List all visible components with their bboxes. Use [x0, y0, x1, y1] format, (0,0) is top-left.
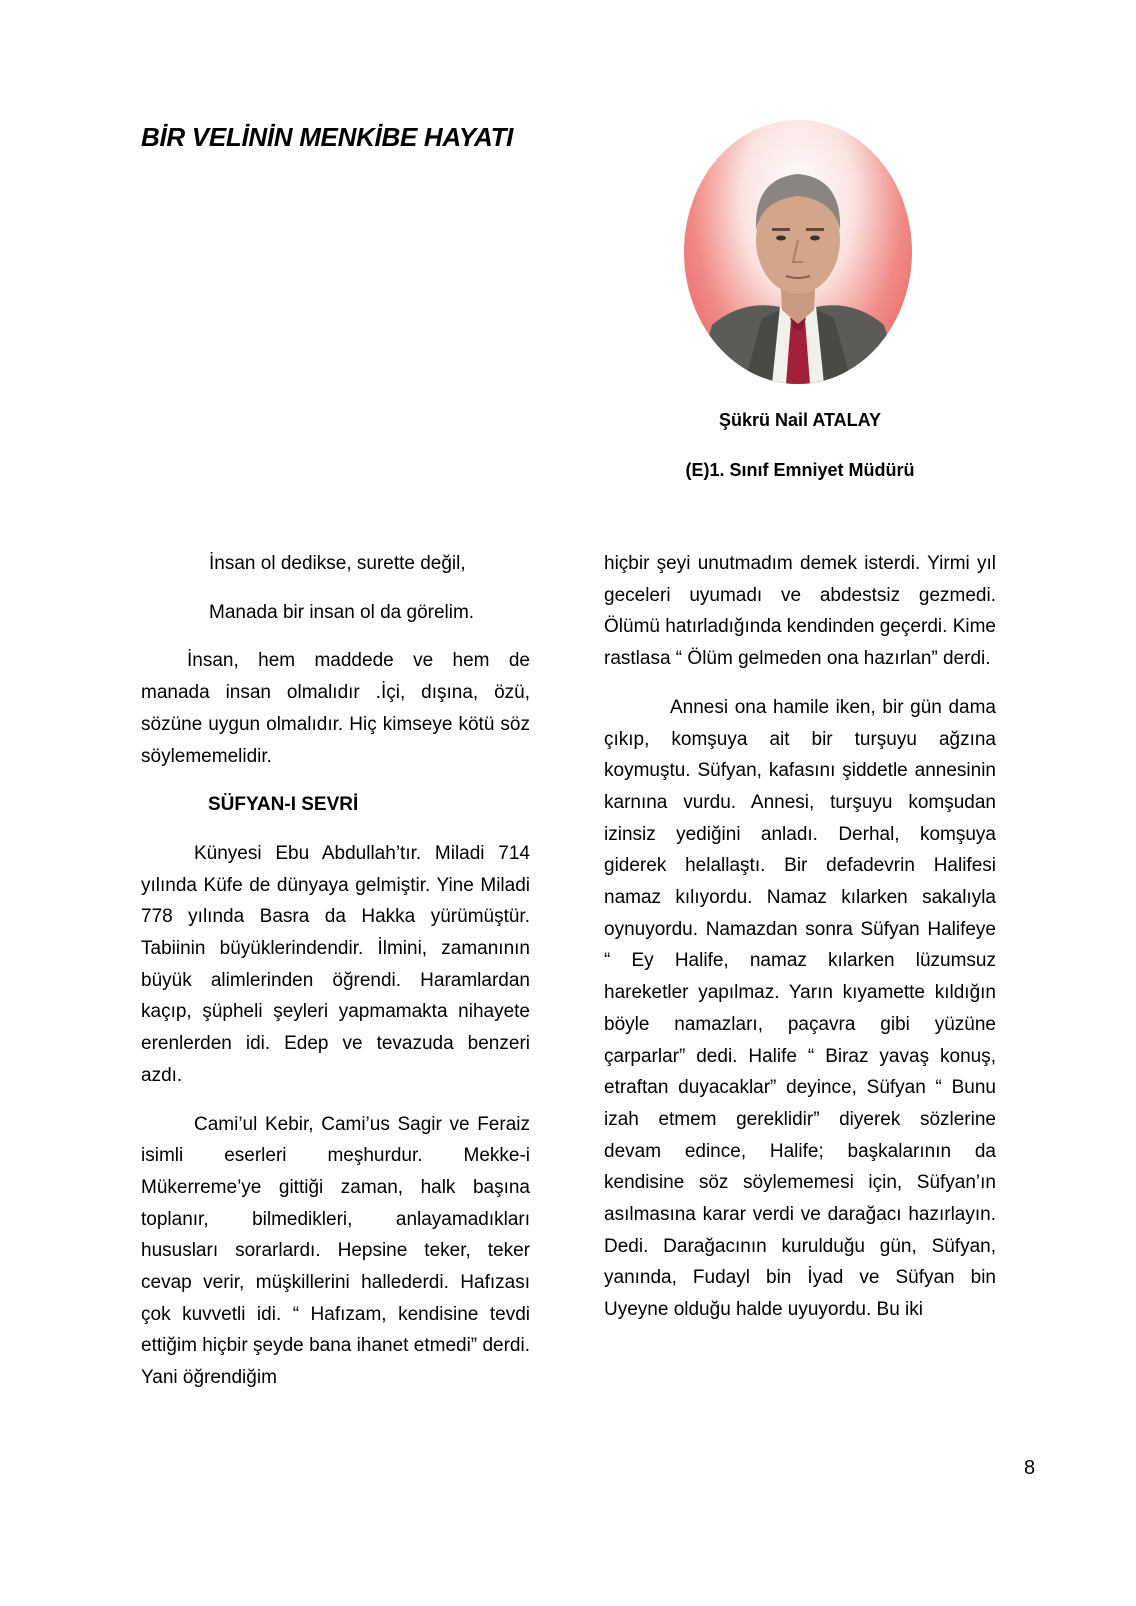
paragraph: Cami’ul Kebir, Cami’us Sagir ve Feraiz isimli eserleri meşhurdur. Mekke-i Mükerreme’ye gittiği zaman, halk başına toplanır, bilmedikleri, anlayamadıkları hususları sorarlardı. Hepsine teker, teker cevap verir, müşkillerini hallederdi. Hafızası çok kuvvetli idi. “ Hafızam, kendisine tevdi ettiğim hiçbir şeyde bana ihanet etmedi” derdi. Yani öğrendiğim — [141, 1113, 530, 1389]
paragraph: İnsan, hem maddede ve hem de manada insan olmalıdır .İçi, dışına, özü, sözüne uygun olmalıdır. Hiç kimseye kötü söz söylememelidir. — [141, 650, 530, 767]
left-column — [141, 548, 530, 1394]
paragraph: hiçbir şeyi unutmadım demek isterdi. Yirmi yıl geceleri uyumadı ve abdestsiz gezmedi. Ölümü hatırladığında kendinden geçerdi. Kime rastlasa “ Ölüm gelmeden ona hazırlan” derdi. — [604, 553, 996, 670]
verse-line: Manada bir insan ol da görelim. — [209, 601, 475, 623]
author-portrait — [684, 120, 912, 384]
section-heading: SÜFYAN-I SEVRİ — [208, 794, 359, 816]
paragraph: Annesi ona hamile iken, bir gün dama çıkıp, komşuya ait bir turşuyu ağzına koymuştu. Süfyan, kafasını şiddetle annesinin karnına vurdu. Annesi, turşuyu komşudan izinsiz yediğini anladı. Derhal, komşuya giderek helallaştı. Bir defadevrin Halifesi namaz kılıyordu. Namaz kılarken sakalıyla oynuyordu. Namazdan sonra Süfyan Halifeye “ Ey Halife, namaz kılarken lüzumsuz hareketler yapılmaz. Yarın kıyamette kıldığın böyle namazları, paçavra gibi yüzüne çarparlar” dedi. Halife “ Biraz yavaş konuş, etraftan duyacaklar” deyince, Süfyan “ Bunu izah etmem gereklidir” diyerek sözlerine devam edince, Halife; başkalarının da kendisine söz söylememesi için, Süfyan’ın asılmasına karar verdi ve darağacı hazırlayın. Dedi. Darağacının kurulduğu gün, Süfyan, yanında, Fudayl bin İyad ve Süfyan bin Uyeyne olduğu halde uyuyordu. Bu iki — [604, 696, 996, 1321]
page-number: 8 — [1024, 1457, 1036, 1479]
author-name: Şükrü Nail ATALAY — [718, 410, 882, 430]
portrait-photo — [684, 120, 912, 384]
author-role: (E)1. Sınıf Emniyet Müdürü — [685, 460, 915, 480]
page-title: BİR VELİNİN MENKİBE HAYATI — [141, 122, 514, 152]
right-column — [604, 548, 996, 1326]
verse-line: İnsan ol dedikse, surette değil, — [209, 553, 466, 574]
paragraph: Künyesi Ebu Abdullah’tır. Miladi 714 yılında Küfe de dünyaya gelmiştir. Yine Miladi 778 yılında Basra da Hakka yürümüştür. Tabiinin büyüklerindendir. İlmini, zamanının büyük alimlerinden öğrendi. Haramlardan kaçıp, şüpheli şeyleri yapmamakta nihayete erenlerden idi. Edep ve tevazuda benzeri azdı. — [141, 842, 530, 1086]
